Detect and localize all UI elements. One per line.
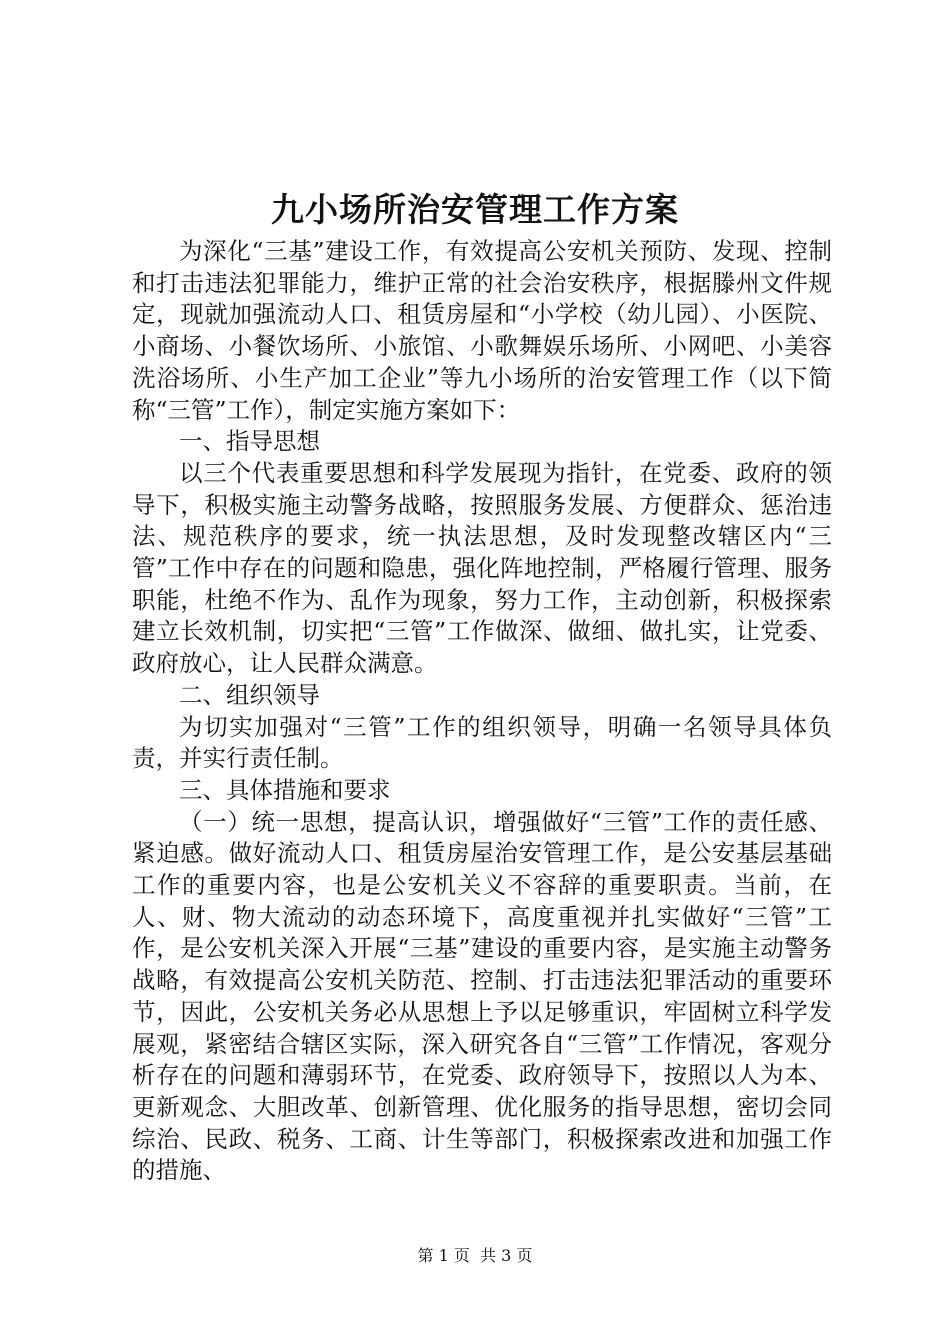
section-heading-guiding-thought: 一、指导思想	[179, 427, 320, 456]
intro-paragraph: 为深化“三基”建设工作，有效提高公安机关预防、发现、控制和打击违法犯罪能力，维护正常的社会治安秩序，根据滕州文件规定，现就加强流动人口、租赁房屋和“小学校（幼儿园）、小医院、小商场、小餐饮场所、小旅馆、小歌舞娱乐场所、小网吧、小美容洗浴场所、小生产加工企业”等九小场所的治安管理工作（以下简称“三管”工作），制定实施方案如下：	[132, 237, 832, 424]
guiding-thought-paragraph: 以三个代表重要思想和科学发展现为指针，在党委、政府的领导下，积极实施主动警务战略，按照服务发展、方便群众、惩治违法、规范秩序的要求，统一执法思想，及时发现整改辖区内“三管”工作中存在的问题和隐患，强化阵地控制，严格履行管理、服务职能，杜绝不作为、乱作为现象，努力工作，主动创新，积极探索建立长效机制，切实把“三管”工作做深、做细、做扎实，让党委、政府放心，让人民群众满意。	[132, 458, 832, 678]
document-title: 九小场所治安管理工作方案	[271, 190, 679, 229]
section-heading-organization: 二、组织领导	[179, 680, 320, 709]
section-heading-measures: 三、具体措施和要求	[179, 775, 391, 804]
document-body	[132, 236, 832, 1187]
organization-paragraph: 为切实加强对“三管”工作的组织领导，明确一名领导具体负责，并实行责任制。	[132, 712, 832, 773]
measures-paragraph: （一）统一思想，提高认识，增强做好“三管”工作的责任感、紧迫感。做好流动人口、租赁房屋治安管理工作，是公安基层基础工作的重要内容，也是公安机关义不容辞的重要职责。当前，在人、财、物大流动的动态环境下，高度重视并扎实做好“三管”工作，是公安机关深入开展“三基”建设的重要内容，是实施主动警务战略，有效提高公安机关防范、控制、打击违法犯罪活动的重要环节，因此，公安机关务必从思想上予以足够重识，牢固树立科学发展观，紧密结合辖区实际，深入研究各自“三管”工作情况，客观分析存在的问题和薄弱环节，在党委、政府领导下，按照以人为本、更新观念、大胆改革、创新管理、优化服务的指导思想，密切会同综治、民政、税务、工商、计生等部门，积极探索改进和加强工作的措施、	[132, 807, 832, 1185]
page-footer: 第 1 页 共 3 页	[417, 1246, 533, 1265]
